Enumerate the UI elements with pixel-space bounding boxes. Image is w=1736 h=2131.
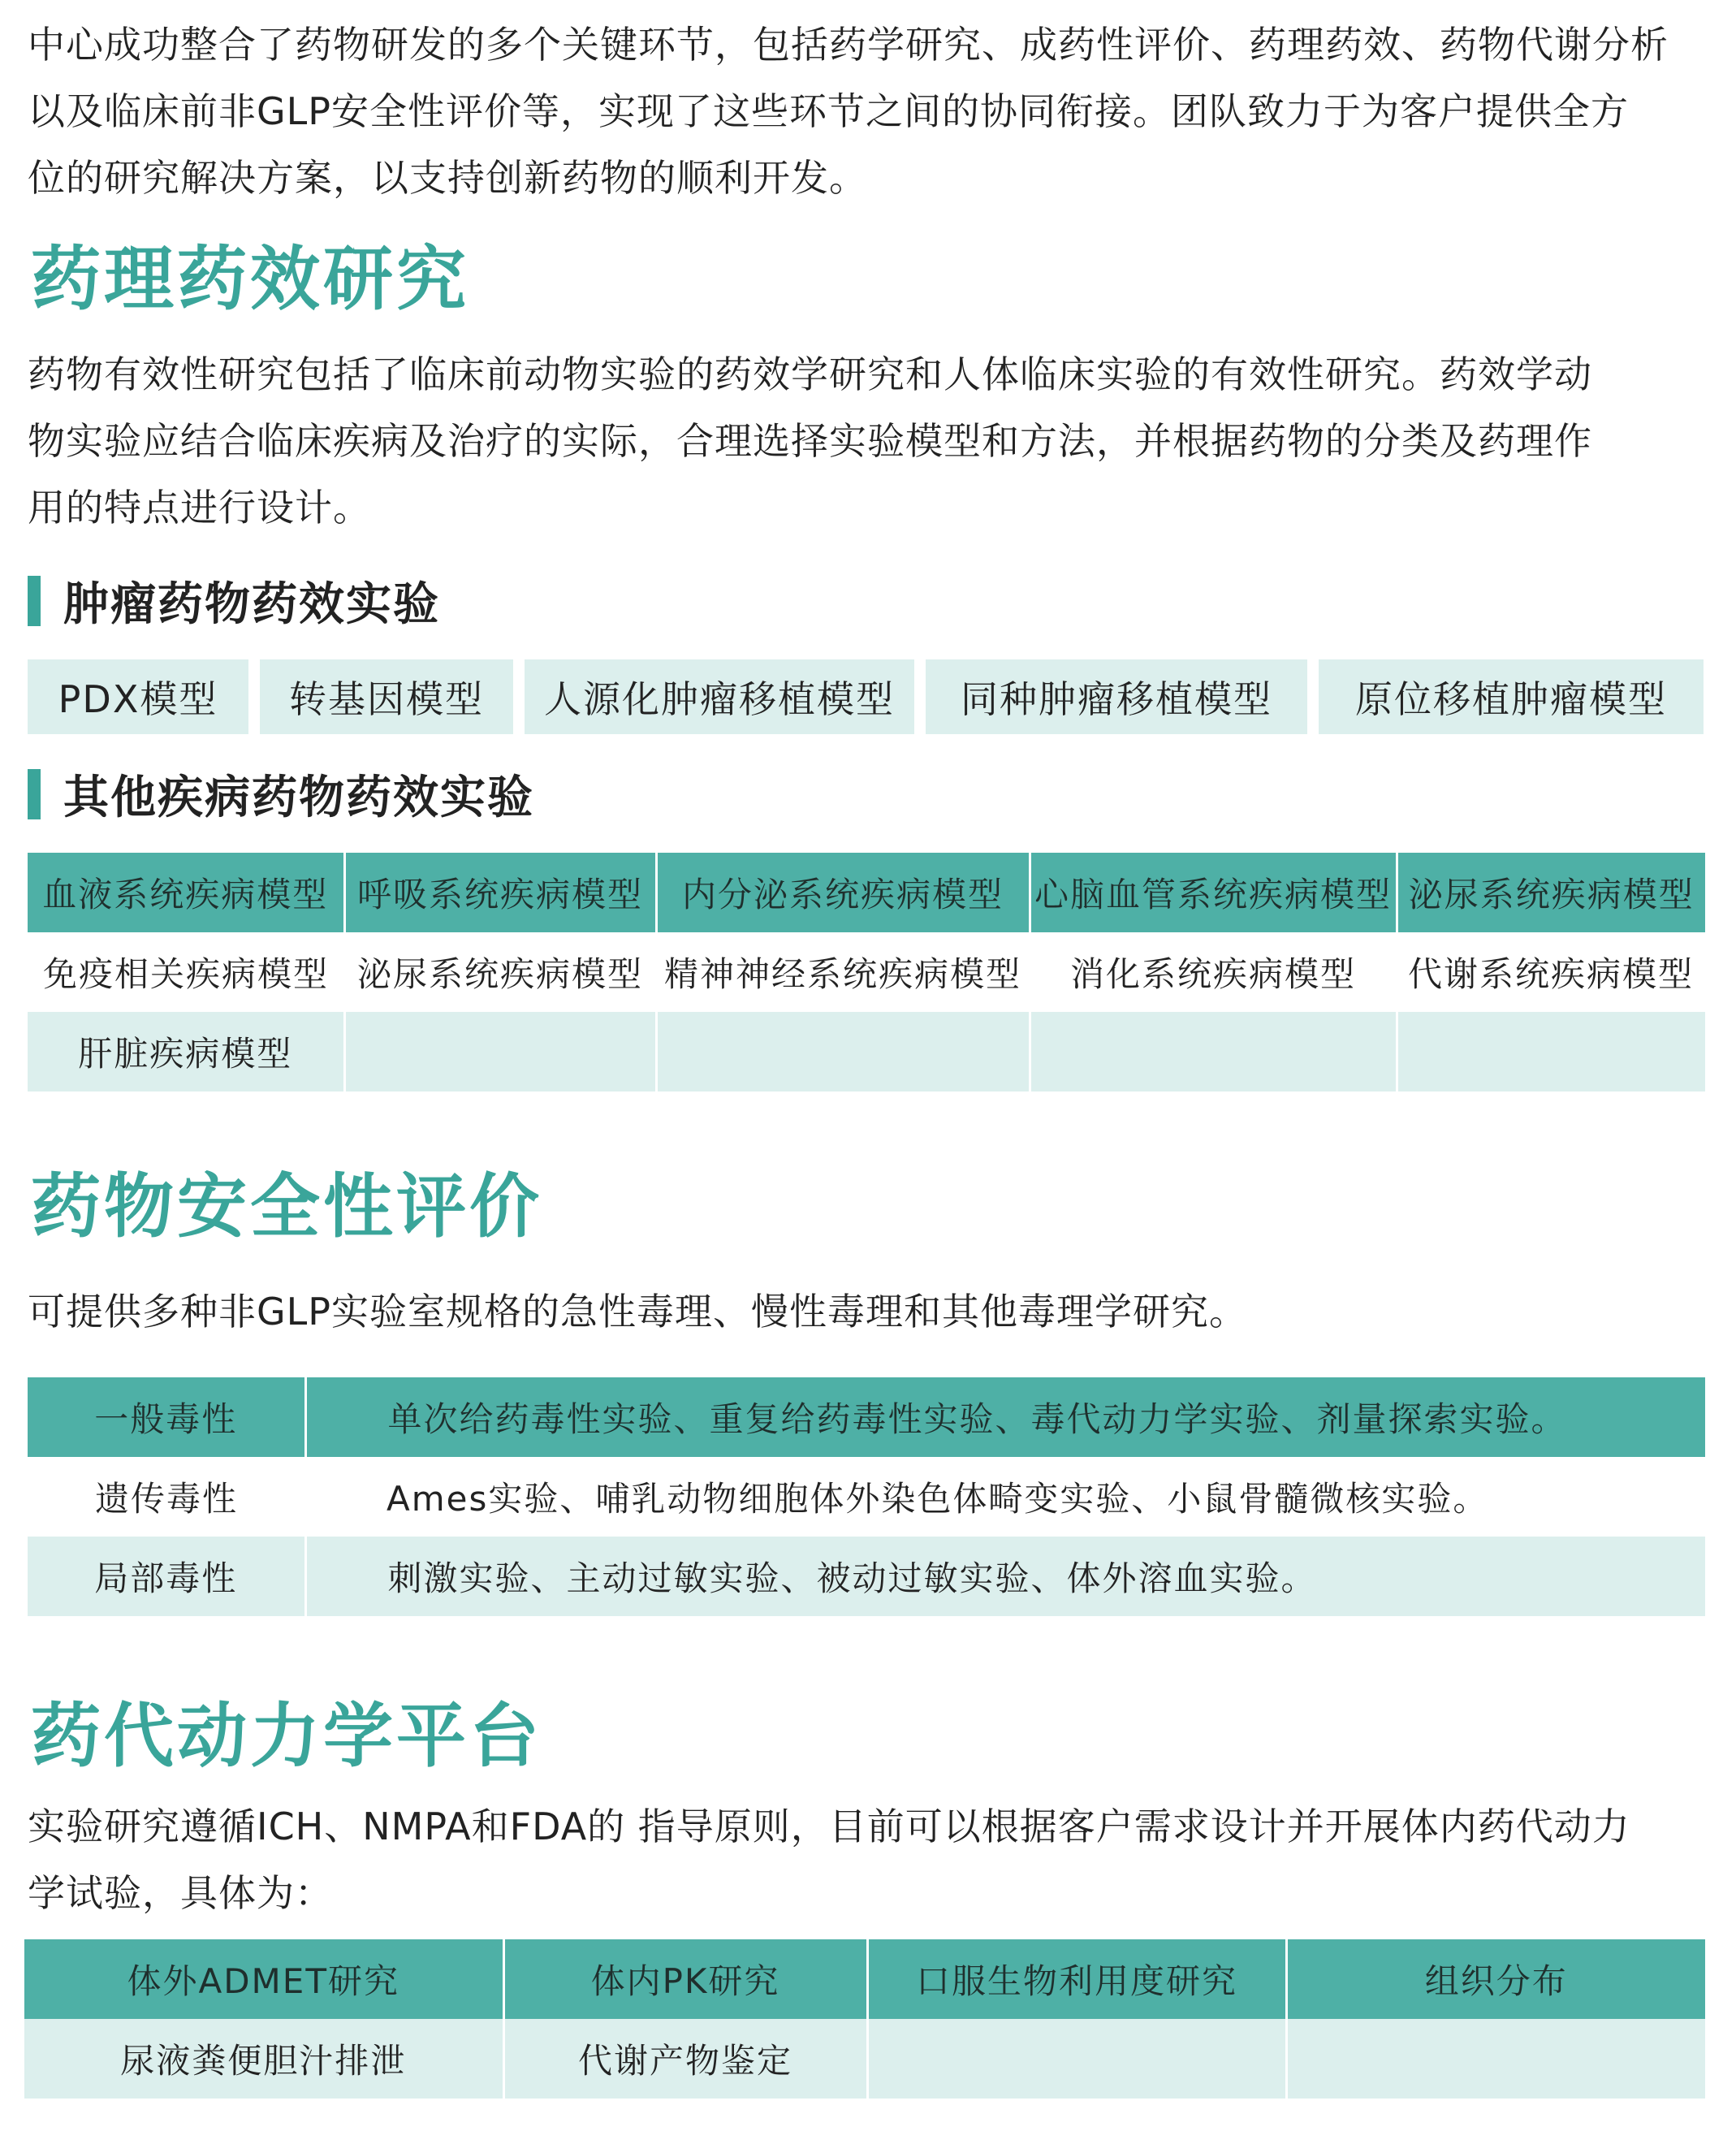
table-cell: 口服生物利用度研究 xyxy=(867,1939,1286,2019)
table-cell: 泌尿系统疾病模型 xyxy=(344,932,656,1012)
table-cell xyxy=(1397,1012,1705,1091)
table-cell xyxy=(344,1012,656,1091)
tumor-model-list xyxy=(28,659,1705,734)
toxicity-items: Ames实验、哺乳动物细胞体外染色体畸变实验、小鼠骨髓微核实验。 xyxy=(305,1457,1705,1537)
table-row xyxy=(28,1537,1705,1616)
tumor-heading-text: 肿瘤药物药效实验 xyxy=(63,578,440,631)
pharmacology-title: 药理药效研究 xyxy=(31,239,469,320)
toxicity-items: 单次给药毒性实验、重复给药毒性实验、毒代动力学实验、剂量探索实验。 xyxy=(305,1377,1705,1457)
toxicity-items: 刺激实验、主动过敏实验、被动过敏实验、体外溶血实验。 xyxy=(305,1537,1705,1616)
tumor-model-chip: 原位移植肿瘤模型 xyxy=(1319,659,1704,734)
table-cell: 内分泌系统疾病模型 xyxy=(656,853,1030,932)
table-cell: 免疫相关疾病模型 xyxy=(28,932,344,1012)
table-cell: 体外ADMET研究 xyxy=(24,1939,503,2019)
table-row xyxy=(28,932,1705,1012)
table-row xyxy=(28,1377,1705,1457)
other-disease-subheading xyxy=(28,762,534,827)
table-cell: 代谢产物鉴定 xyxy=(503,2019,867,2099)
table-cell: 精神神经系统疾病模型 xyxy=(656,932,1030,1012)
intro-paragraph xyxy=(28,11,1705,211)
pharmacology-line: 用的特点进行设计。 xyxy=(28,486,371,530)
safety-table xyxy=(28,1377,1705,1616)
table-cell: 肝脏疾病模型 xyxy=(28,1012,344,1091)
table-cell: 泌尿系统疾病模型 xyxy=(1397,853,1705,932)
pk-title: 药代动力学平台 xyxy=(31,1696,542,1777)
pk-line: 学试验，具体为： xyxy=(28,1871,333,1915)
tumor-model-chip: 人源化肿瘤移植模型 xyxy=(525,659,914,734)
table-cell xyxy=(1030,1012,1397,1091)
heading-accent-bar xyxy=(28,769,41,819)
safety-title: 药物安全性评价 xyxy=(31,1166,542,1247)
heading-accent-bar xyxy=(28,576,41,626)
table-row xyxy=(28,1457,1705,1537)
safety-line: 可提供多种非GLP实验室规格的急性毒理、慢性毒理和其他毒理学研究。 xyxy=(28,1290,1248,1333)
table-row xyxy=(24,1939,1705,2019)
toxicity-type: 一般毒性 xyxy=(28,1377,305,1457)
tumor-subheading xyxy=(28,568,440,633)
table-cell: 代谢系统疾病模型 xyxy=(1397,932,1705,1012)
pharmacology-paragraph xyxy=(28,341,1705,541)
table-cell: 尿液粪便胆汁排泄 xyxy=(24,2019,503,2099)
pk-paragraph xyxy=(28,1793,1705,1926)
intro-line: 以及临床前非GLP安全性评价等，实现了这些环节之间的协同衔接。团队致力于为客户提供全方 xyxy=(28,89,1630,133)
tumor-model-chip: 同种肿瘤移植模型 xyxy=(926,659,1307,734)
table-row xyxy=(24,2019,1705,2099)
table-row xyxy=(28,1012,1705,1091)
table-cell: 呼吸系统疾病模型 xyxy=(344,853,656,932)
table-cell xyxy=(867,2019,1286,2099)
pharmacology-line: 药物有效性研究包括了临床前动物实验的药效学研究和人体临床实验的有效性研究。药效学动 xyxy=(28,352,1592,396)
table-cell: 血液系统疾病模型 xyxy=(28,853,344,932)
table-row xyxy=(28,853,1705,932)
table-cell xyxy=(656,1012,1030,1091)
table-cell: 体内PK研究 xyxy=(503,1939,867,2019)
table-cell: 消化系统疾病模型 xyxy=(1030,932,1397,1012)
table-cell: 心脑血管系统疾病模型 xyxy=(1030,853,1397,932)
tumor-model-chip: PDX模型 xyxy=(28,659,248,734)
table-cell: 组织分布 xyxy=(1286,1939,1705,2019)
tumor-model-chip: 转基因模型 xyxy=(260,659,513,734)
toxicity-type: 局部毒性 xyxy=(28,1537,305,1616)
intro-line: 位的研究解决方案，以支持创新药物的顺利开发。 xyxy=(28,156,867,200)
toxicity-type: 遗传毒性 xyxy=(28,1457,305,1537)
pk-line: 实验研究遵循ICH、NMPA和FDA的 指导原则，目前可以根据客户需求设计并开展体内药代动力 xyxy=(28,1805,1630,1848)
table-cell xyxy=(1286,2019,1705,2099)
other-disease-table xyxy=(28,853,1705,1091)
pharmacology-line: 物实验应结合临床疾病及治疗的实际，合理选择实验模型和方法，并根据药物的分类及药理作 xyxy=(28,419,1592,463)
pk-table xyxy=(24,1939,1705,2099)
other-disease-heading-text: 其他疾病药物药效实验 xyxy=(63,772,534,824)
intro-line: 中心成功整合了药物研发的多个关键环节，包括药学研究、成药性评价、药理药效、药物代谢分析 xyxy=(28,23,1669,67)
